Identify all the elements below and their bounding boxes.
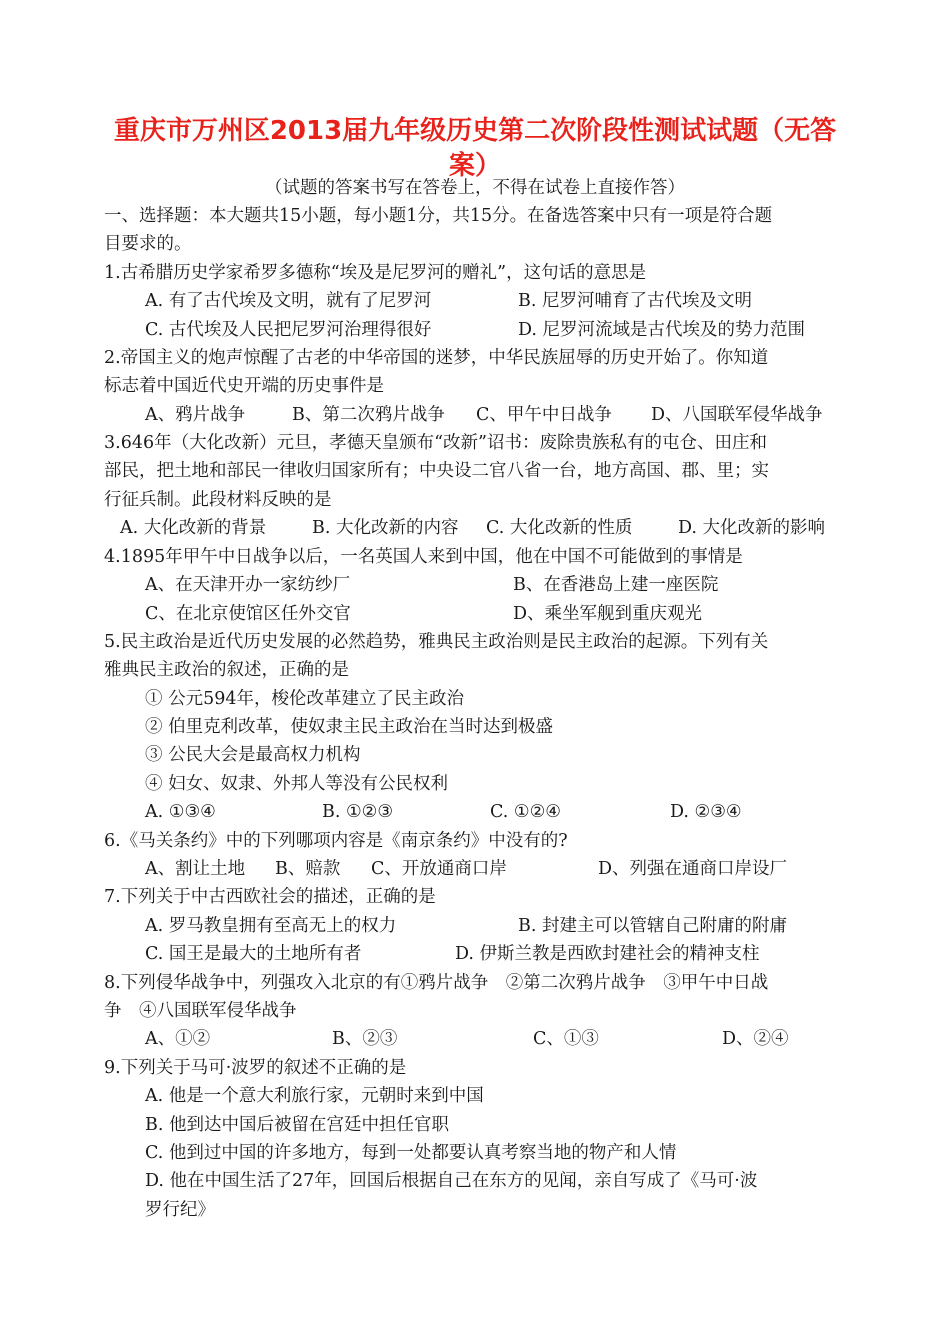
question-6-option-d: D、列强在通商口岸设厂 [598, 859, 788, 879]
question-3-stem-line-2: 部民，把土地和部民一律收归国家所有；中央设二官八省一台，地方高国、郡、里；实 [104, 461, 769, 481]
question-9-stem: 9.下列关于马可·波罗的叙述不正确的是 [104, 1058, 407, 1078]
question-1-option-c: C. 古代埃及人民把尼罗河治理得很好 [145, 320, 432, 340]
title-line-2: 案） [448, 151, 501, 181]
question-9-option-a: A. 他是一个意大利旅行家，元朝时来到中国 [145, 1086, 484, 1106]
question-2-stem-line-1: 2.帝国主义的炮声惊醒了古老的中华帝国的迷梦，中华民族屈辱的历史开始了。你知道 [104, 348, 769, 368]
question-8-option-b: B、②③ [332, 1029, 398, 1049]
question-5-stem-line-1: 5.民主政治是近代历史发展的必然趋势，雅典民主政治则是民主政治的起源。下列有关 [104, 632, 769, 652]
question-6-option-a: A、割让土地 [145, 859, 246, 879]
question-9-option-b: B. 他到达中国后被留在宫廷中担任官职 [145, 1115, 449, 1135]
question-2-option-a: A、鸦片战争 [145, 405, 246, 425]
question-4-option-b: B、在香港岛上建一座医院 [513, 575, 719, 595]
question-9-option-d: D. 他在中国生活了27年，回国后根据自己在东方的见闻，亲自写成了《马可·波 [145, 1171, 758, 1191]
question-5-option-b: B. ①②③ [322, 802, 394, 822]
question-6-stem: 6.《马关条约》中的下列哪项内容是《南京条约》中没有的? [104, 831, 568, 851]
question-1-option-b: B. 尼罗河哺育了古代埃及文明 [518, 291, 752, 311]
question-5-option-d: D. ②③④ [670, 802, 742, 822]
question-2-stem-line-2: 标志着中国近代史开端的历史事件是 [104, 376, 384, 396]
question-9-option-d-continued: 罗行纪》 [145, 1200, 215, 1220]
question-5-statement-3: ③ 公民大会是最高权力机构 [145, 745, 361, 765]
question-7-option-a: A. 罗马教皇拥有至高无上的权力 [145, 916, 397, 936]
question-1-option-a: A. 有了古代埃及文明，就有了尼罗河 [145, 291, 432, 311]
question-8-option-c: C、①③ [533, 1029, 599, 1049]
question-2-option-b: B、第二次鸦片战争 [292, 405, 445, 425]
question-1-stem: 1.古希腊历史学家希罗多德称“埃及是尼罗河的赠礼”，这句话的意思是 [104, 263, 647, 283]
question-5-stem-line-2: 雅典民主政治的叙述，正确的是 [104, 660, 349, 680]
question-2-option-d: D、八国联军侵华战争 [651, 405, 823, 425]
question-5-statement-2: ② 伯里克利改革，使奴隶主民主政治在当时达到极盛 [145, 717, 554, 737]
question-5-statement-1: ① 公元594年，梭伦改革建立了民主政治 [145, 689, 464, 709]
question-2-option-c: C、甲午中日战争 [476, 405, 612, 425]
question-8-stem-line-1: 8.下列侵华战争中，列强攻入北京的有①鸦片战争 ②第二次鸦片战争 ③甲午中日战 [104, 973, 769, 993]
question-8-option-a: A、①② [145, 1029, 211, 1049]
question-5-option-a: A. ①③④ [145, 802, 216, 822]
question-4-option-a: A、在天津开办一家纺纱厂 [145, 575, 351, 595]
question-9-option-c: C. 他到过中国的许多地方，每到一处都要认真考察当地的物产和人情 [145, 1143, 677, 1163]
question-3-option-d: D. 大化改新的影响 [678, 518, 826, 538]
question-6-option-c: C、开放通商口岸 [371, 859, 507, 879]
title-line-1: 重庆市万州区2013届九年级历史第二次阶段性测试试题（无答 [113, 116, 837, 146]
question-3-option-c: C. 大化改新的性质 [486, 518, 633, 538]
question-3-stem-line-3: 行征兵制。此段材料反映的是 [104, 490, 332, 510]
question-4-stem: 4.1895年甲午中日战争以后，一名英国人来到中国，他在中国不可能做到的事情是 [104, 547, 743, 567]
question-8-option-d: D、②④ [722, 1029, 789, 1049]
question-7-option-c: C. 国王是最大的土地所有者 [145, 944, 362, 964]
question-3-stem-line-1: 3.646年（大化改新）元旦，孝德天皇颁布“改新”诏书：废除贵族私有的屯仓、田庄和 [104, 433, 767, 453]
question-8-stem-line-2: 争 ④八国联军侵华战争 [104, 1001, 297, 1021]
question-5-statement-4: ④ 妇女、奴隶、外邦人等没有公民权利 [145, 774, 449, 794]
question-4-option-c: C、在北京使馆区任外交官 [145, 604, 351, 624]
instructions-subtitle: （试题的答案书写在答卷上，不得在试卷上直接作答） [265, 178, 685, 198]
question-5-option-c: C. ①②④ [490, 802, 561, 822]
question-3-option-a: A. 大化改新的背景 [120, 518, 267, 538]
question-4-option-d: D、乘坐军舰到重庆观光 [513, 604, 703, 624]
question-7-stem: 7.下列关于中古西欧社会的描述，正确的是 [104, 887, 436, 907]
question-1-option-d: D. 尼罗河流域是古代埃及的势力范围 [518, 320, 806, 340]
section-heading-line-1: 一、选择题：本大题共15小题，每小题1分，共15分。在备选答案中只有一项是符合题 [104, 206, 773, 226]
question-6-option-b: B、赔款 [275, 859, 341, 879]
question-7-option-d: D. 伊斯兰教是西欧封建社会的精神支柱 [455, 944, 760, 964]
page-title [100, 114, 850, 184]
section-heading-line-2: 目要求的。 [104, 234, 192, 254]
question-7-option-b: B. 封建主可以管辖自己附庸的附庸 [518, 916, 787, 936]
question-3-option-b: B. 大化改新的内容 [312, 518, 459, 538]
